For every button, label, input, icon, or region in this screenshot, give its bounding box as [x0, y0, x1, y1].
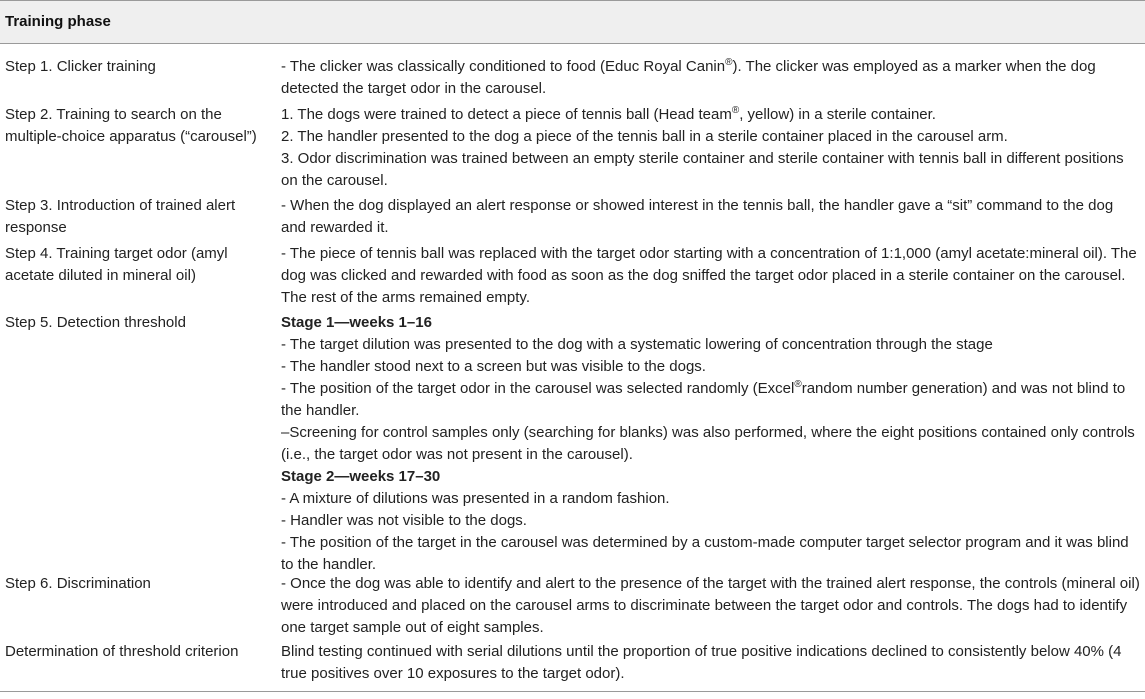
step-description	[281, 573, 1141, 639]
description-line	[281, 148, 1141, 192]
description-text: Blind testing continued with serial dilutions until the proportion of true positive indications declined to consistently below 40% (4 true positives over 10 exposures to the target odor).	[281, 643, 1122, 682]
description-text: random number generation) and was not blind to the handler.	[281, 380, 1126, 419]
description-line	[281, 104, 1141, 126]
table-bottom-rule	[0, 691, 1145, 692]
description-text: ). The clicker was employed as a marker when the dog detected the target odor in the carousel.	[281, 58, 1096, 97]
step-label: Step 5. Detection threshold	[5, 314, 186, 331]
registered-mark: ®	[794, 379, 802, 390]
step-description	[281, 243, 1141, 309]
step-description	[281, 641, 1141, 685]
step-label: Step 6. Discrimination	[5, 575, 151, 592]
step-description	[281, 56, 1141, 100]
description-text: - The clicker was classically conditioned to food (Educ Royal Canin	[281, 58, 726, 75]
description-line	[281, 488, 1141, 510]
step-description	[281, 195, 1141, 239]
description-line	[281, 422, 1141, 466]
description-text: - The handler stood next to a screen but was visible to the dogs.	[281, 358, 706, 375]
step-description	[281, 104, 1141, 192]
description-line	[281, 334, 1141, 356]
step-label: Step 2. Training to search on the multiple-choice apparatus (“carousel”)	[5, 106, 257, 145]
description-line	[281, 195, 1141, 239]
description-text: –Screening for control samples only (searching for blanks) was also performed, where the eight positions contained only controls (i.e., the target odor was not present in the carousel).	[281, 424, 1135, 463]
description-line	[281, 126, 1141, 148]
registered-mark: ®	[725, 57, 733, 68]
description-text: - The target dilution was presented to the dog with a systematic lowering of concentration through the stage	[281, 336, 993, 353]
description-line	[281, 510, 1141, 532]
table-header	[0, 0, 1145, 44]
description-text: 1. The dogs were trained to detect a piece of tennis ball (Head team	[281, 106, 732, 123]
description-line	[281, 56, 1141, 100]
description-line	[281, 356, 1141, 378]
description-line	[281, 466, 1141, 488]
stage-heading: Stage 1—weeks 1–16	[281, 314, 432, 331]
description-line	[281, 573, 1141, 639]
step-label: Determination of threshold criterion	[5, 643, 239, 660]
description-line	[281, 312, 1141, 334]
step-label: Step 4. Training target odor (amyl acetate diluted in mineral oil)	[5, 245, 228, 284]
description-text: - The piece of tennis ball was replaced with the target odor starting with a concentration of 1:1,000 (amyl acetate:mineral oil). The dog was clicked and rewarded with food as soon as the dog sniffed the target odor placed in a sterile container on the carousel. The rest of the arms remained empty.	[281, 245, 1137, 306]
description-text: - A mixture of dilutions was presented in a random fashion.	[281, 490, 670, 507]
step-description	[281, 312, 1141, 576]
description-text: - When the dog displayed an alert response or showed interest in the tennis ball, the handler gave a “sit” command to the dog and rewarded it.	[281, 197, 1114, 236]
description-text: - Once the dog was able to identify and alert to the presence of the target with the trained alert response, the controls (mineral oil) were introduced and placed on the carousel arms to discriminate between the target odor and controls. The dogs had to identify one target sample out of eight samples.	[281, 575, 1140, 636]
table-header-title: Training phase	[5, 13, 111, 30]
description-text: 2. The handler presented to the dog a piece of the tennis ball in a sterile container placed in the carousel arm.	[281, 128, 1008, 145]
step-label: Step 1. Clicker training	[5, 58, 156, 75]
description-line	[281, 641, 1141, 685]
description-text: - Handler was not visible to the dogs.	[281, 512, 527, 529]
description-line	[281, 378, 1141, 422]
registered-mark: ®	[731, 105, 740, 116]
description-line	[281, 532, 1141, 576]
description-line	[281, 243, 1141, 309]
stage-heading: Stage 2—weeks 17–30	[281, 468, 441, 485]
step-label: Step 3. Introduction of trained alert response	[5, 197, 236, 236]
description-text: - The position of the target in the carousel was determined by a custom-made computer target selector program and it was blind to the handler.	[281, 534, 1129, 573]
description-text: - The position of the target odor in the carousel was selected randomly (Excel	[281, 380, 795, 397]
description-text: 3. Odor discrimination was trained between an empty sterile container and sterile container with tennis ball in different positions on the carousel.	[281, 150, 1124, 189]
description-text: , yellow) in a sterile container.	[739, 106, 936, 123]
